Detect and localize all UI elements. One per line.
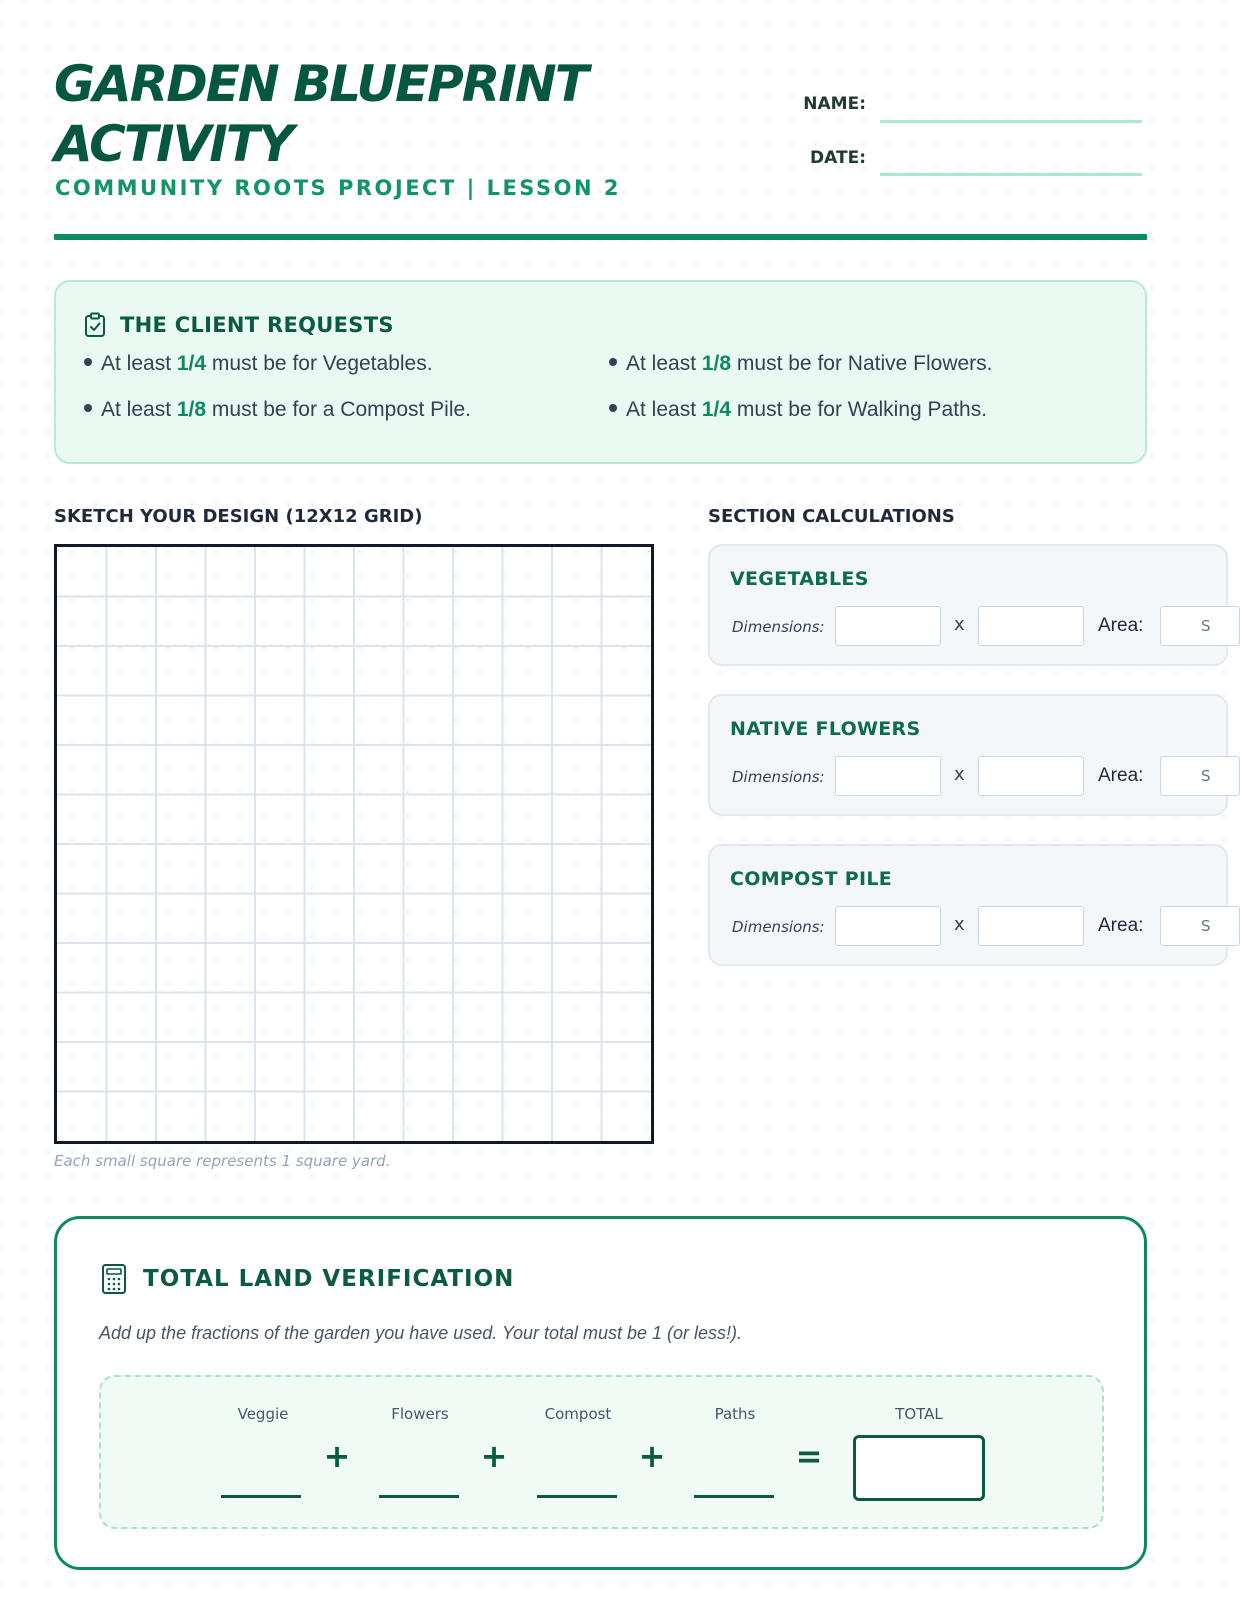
request-item-vegetables <box>84 352 433 376</box>
dimensions-label: Dimensions: <box>732 768 825 786</box>
grid-lines <box>57 547 651 1141</box>
fraction-equation <box>99 1375 1104 1529</box>
grid-caption: Each small square represents 1 square yard. <box>54 1152 391 1170</box>
times-symbol: x <box>954 914 965 935</box>
request-text: At least <box>626 352 702 375</box>
title-line-1: GARDEN BLUEPRINT <box>54 55 587 113</box>
request-text: At least <box>626 398 702 421</box>
calc-title: COMPOST PILE <box>730 868 893 890</box>
area-label: Area: <box>1098 915 1144 936</box>
page-subtitle: COMMUNITY ROOTS PROJECT | LESSON 2 <box>55 176 621 200</box>
page-title <box>54 54 587 174</box>
plus-sign: + <box>323 1437 351 1475</box>
calculator-icon <box>101 1263 127 1295</box>
client-requests-panel <box>54 280 1147 464</box>
compost-blank[interactable] <box>537 1495 617 1498</box>
request-fraction: 1/8 <box>176 398 207 421</box>
request-fraction: 1/8 <box>701 352 732 375</box>
dimension-width-input[interactable] <box>978 906 1084 946</box>
dimension-width-input[interactable] <box>978 756 1084 796</box>
bullet <box>609 358 617 366</box>
calc-card-compost-pile <box>708 844 1228 966</box>
request-text: must be for Vegetables. <box>206 352 433 375</box>
dimension-width-input[interactable] <box>978 606 1084 646</box>
veggie-blank[interactable] <box>221 1495 301 1498</box>
calc-title: VEGETABLES <box>730 568 869 590</box>
sketch-grid[interactable] <box>54 544 654 1144</box>
dimensions-label: Dimensions: <box>732 918 825 936</box>
area-unit: S <box>1201 767 1211 785</box>
dimension-length-input[interactable] <box>835 606 941 646</box>
flowers-label: Flowers <box>391 1405 449 1423</box>
date-field[interactable] <box>880 173 1142 176</box>
request-text: must be for Native Flowers. <box>731 352 993 375</box>
client-requests-title: THE CLIENT REQUESTS <box>120 313 394 337</box>
total-label: TOTAL <box>895 1405 943 1423</box>
area-label: Area: <box>1098 615 1144 636</box>
calculations-label: SECTION CALCULATIONS <box>708 506 955 527</box>
title-line-2: ACTIVITY <box>54 115 293 173</box>
header-divider <box>54 234 1147 240</box>
dimensions-label: Dimensions: <box>732 618 825 636</box>
bullet <box>84 358 92 366</box>
name-field[interactable] <box>880 120 1142 123</box>
area-input[interactable] <box>1160 906 1240 946</box>
request-text: At least <box>101 352 177 375</box>
request-text: must be for a Compost Pile. <box>206 398 472 421</box>
paths-blank[interactable] <box>694 1495 774 1498</box>
area-label: Area: <box>1098 765 1144 786</box>
dimension-length-input[interactable] <box>835 906 941 946</box>
total-verification-header <box>101 1263 514 1295</box>
compost-label: Compost <box>544 1405 612 1423</box>
bullet <box>609 404 617 412</box>
veggie-label: Veggie <box>237 1405 289 1423</box>
request-fraction: 1/4 <box>176 352 207 375</box>
total-verification-panel <box>54 1216 1147 1570</box>
calc-card-vegetables <box>708 544 1228 666</box>
date-label: DATE: <box>810 148 866 168</box>
times-symbol: x <box>954 764 965 785</box>
area-unit: S <box>1201 917 1211 935</box>
flowers-blank[interactable] <box>379 1495 459 1498</box>
sketch-label: SKETCH YOUR DESIGN (12X12 GRID) <box>54 506 423 527</box>
paths-label: Paths <box>714 1405 756 1423</box>
request-text: must be for Walking Paths. <box>731 398 988 421</box>
bullet <box>84 404 92 412</box>
request-item-native-flowers <box>609 352 993 376</box>
area-input[interactable] <box>1160 756 1240 796</box>
plus-sign: + <box>638 1437 666 1475</box>
request-item-walking-paths <box>609 398 987 422</box>
name-label: NAME: <box>803 94 866 114</box>
area-input[interactable] <box>1160 606 1240 646</box>
request-item-compost <box>84 398 471 422</box>
client-requests-header <box>84 312 394 338</box>
plus-sign: + <box>480 1437 508 1475</box>
area-unit: S <box>1201 617 1211 635</box>
request-text: At least <box>101 398 177 421</box>
calc-title: NATIVE FLOWERS <box>730 718 921 740</box>
equals-sign: = <box>795 1437 823 1475</box>
total-instructions: Add up the fractions of the garden you have used. Your total must be 1 (or less!). <box>99 1323 743 1343</box>
total-verification-title: TOTAL LAND VERIFICATION <box>143 1266 515 1292</box>
total-answer-box[interactable] <box>853 1435 985 1501</box>
calc-card-native-flowers <box>708 694 1228 816</box>
request-fraction: 1/4 <box>701 398 732 421</box>
clipboard-check-icon <box>84 312 106 338</box>
times-symbol: x <box>954 614 965 635</box>
dimension-length-input[interactable] <box>835 756 941 796</box>
